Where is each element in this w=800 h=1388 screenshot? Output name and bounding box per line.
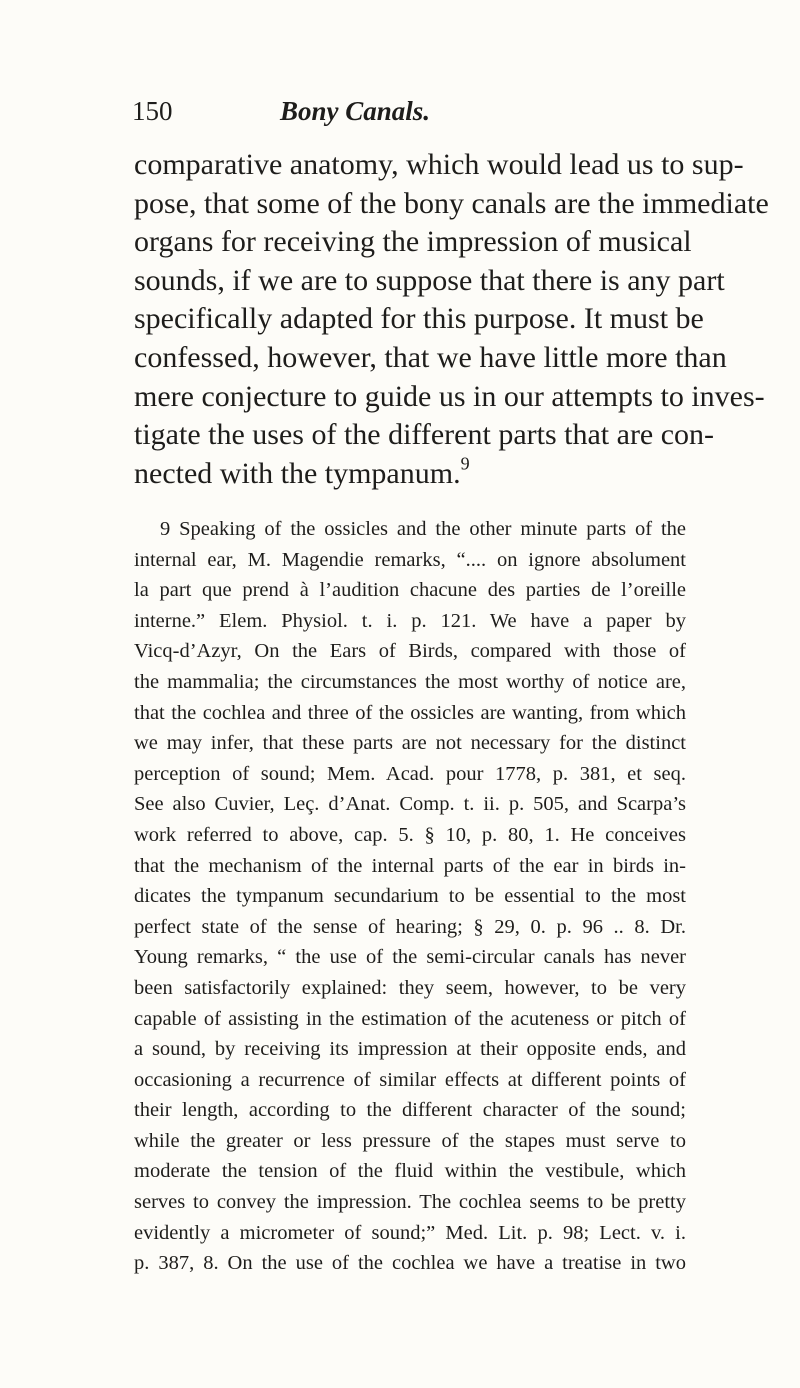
footnote-line: internal ear, M. Magendie remarks, “.... on ignore absolument [134,548,686,571]
footnote-line: interne.” Elem. Physiol. t. i. p. 121. We have a paper by [134,609,686,632]
footnote-line: p. 387, 8. On the use of the cochlea we have a treatise in two [134,1252,686,1275]
footnote-line: that the cochlea and three of the ossicles are wanting, from which [134,701,686,724]
body-line: mere conjecture to guide us in our attempts to inves- [134,379,765,413]
footnote-line: Vicq-d’Azyr, On the Ears of Birds, compared with those of [134,640,686,663]
footnote-line: la part que prend à l’audition chacune des parties de l’oreille [134,579,686,602]
body-line: comparative anatomy, which would lead us to sup- [134,148,744,181]
footnote-line: evidently a micrometer of sound;” Med. Lit. p. 98; Lect. v. i. [134,1221,686,1244]
footnote-line: perfect state of the sense of hearing; § 29, 0. p. 96 .. 8. Dr. [134,915,686,938]
footnote-line: See also Cuvier, Leç. d’Anat. Comp. t. ii. p. 505, and Scarpa’s [134,793,686,816]
footnote-line: work referred to above, cap. 5. § 10, p. 80, 1. He conceives [134,823,686,846]
footnote-line: dicates the tympanum secundarium to be essential to the most [134,885,686,908]
footnote-line: moderate the tension of the fluid within the vestibule, which [134,1160,686,1183]
running-title: Bony Canals. [280,96,431,126]
footnote-line: that the mechanism of the internal parts of the ear in birds in- [134,854,686,877]
body-line: organs for receiving the impression of musical [134,225,692,259]
body-line: specifically adapted for this purpose. It must be [134,302,704,336]
footnote-line: the mammalia; the circumstances the most worthy of notice are, [134,670,686,693]
footnote-line: 9 Speaking of the ossicles and the other minute parts of the [160,518,686,540]
footnote [134,514,686,1279]
body-line: nected with the tympanum. [134,456,461,490]
footnote-reference: 9 [460,453,470,474]
page-number: 150 [132,96,173,126]
footnote-line: capable of assisting in the estimation of the acuteness or pitch of [134,1007,686,1030]
footnote-line: occasioning a recurrence of similar effects at different points of [134,1068,686,1091]
body-paragraph [134,146,769,493]
body-line: sounds, if we are to suppose that there is any part [134,263,725,297]
body-line: pose, that some of the bony canals are the immediate [134,186,769,220]
footnote-line: Young remarks, “ the use of the semi-circular canals has never [134,946,686,969]
body-line-last [134,455,686,494]
footnote-line: while the greater or less pressure of the stapes must serve to [134,1129,686,1152]
footnote-line: been satisfactorily explained: they seem, however, to be very [134,976,686,999]
footnote-line: serves to convey the impression. The cochlea seems to be pretty [134,1191,686,1214]
body-line: confessed, however, that we have little more than [134,340,727,374]
footnote-line: a sound, by receiving its impression at their opposite ends, and [134,1038,686,1061]
footnote-line: their length, according to the different character of the sound; [134,1099,686,1122]
footnote-line: we may infer, that these parts are not necessary for the distinct [134,732,686,755]
footnote-line: perception of sound; Mem. Acad. pour 1778, p. 381, et seq. [134,762,686,785]
page-header [132,96,668,136]
body-line: tigate the uses of the different parts that are con- [134,418,715,452]
